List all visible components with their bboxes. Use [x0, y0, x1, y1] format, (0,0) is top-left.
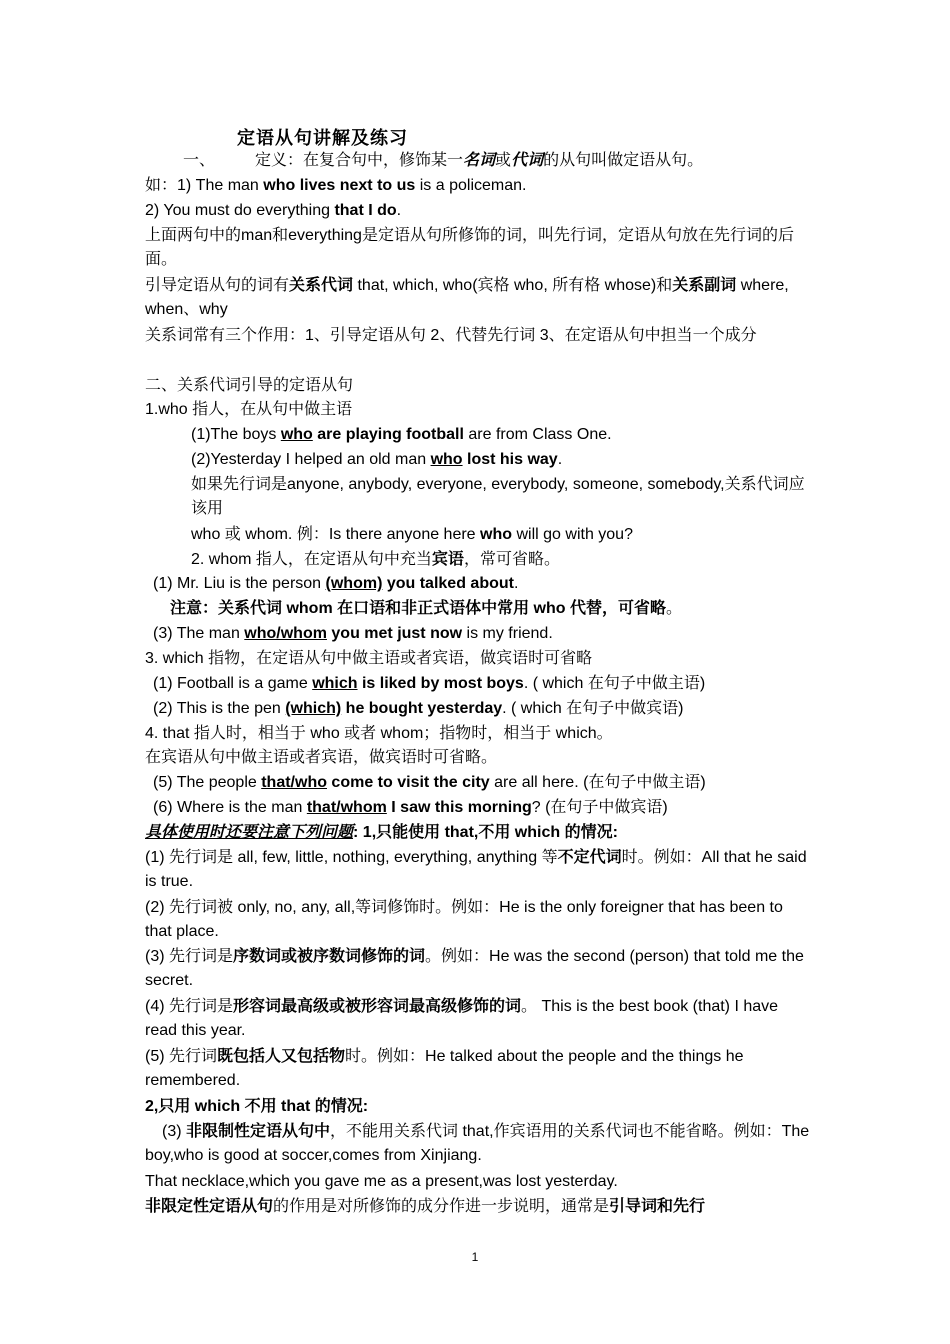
- that-note: 在宾语从句中做主语或者宾语，做宾语时可省略。: [145, 749, 498, 766]
- necklace-example: That necklace,which you gave me as a present,was lost yesterday.: [145, 1173, 618, 1190]
- who-example-1: (1)The boys who are playing football are from Class One.: [191, 426, 612, 443]
- section-2-heading: 二、关系代词引导的定语从句: [145, 377, 354, 394]
- example-2: 2) You must do everything that I do.: [145, 202, 402, 219]
- which-example-2: (2) This is the pen (which) he bought yesterday. ( which 在句子中做宾语): [153, 700, 684, 717]
- which-only-heading: 2,只用 which 不用 that 的情况:: [145, 1098, 369, 1115]
- antecedent-explanation: 上面两句中的man和everything是定语从句所修饰的词，叫先行词，定语从句放在先行词的后面。: [145, 227, 794, 268]
- whom-example-3: (3) The man who/whom you met just now is my friend.: [153, 625, 553, 642]
- who-heading: 1.who 指人，在从句中做主语: [145, 401, 353, 418]
- page-number: 1: [471, 1250, 479, 1264]
- relative-words-line: 引导定语从句的词有关系代词 that, which, who(宾格 who, 所有格 whose)和关系副词 where, when、why: [145, 277, 789, 318]
- whom-note: 注意：关系代词 whom 在口语和非正式语体中常用 who 代替，可省略。: [170, 600, 683, 617]
- three-functions-line: 关系词常有三个作用：1、引导定语从句 2、代替先行词 3、在定语从句中担当一个成分: [145, 327, 757, 344]
- which-heading: 3. which 指物，在定语从句中做主语或者宾语，做宾语时可省略: [145, 650, 593, 667]
- definition-line: 一、 定义：在复合句中，修饰某一名词或代词的从句叫做定语从句。: [183, 152, 704, 169]
- which-example-1: (1) Football is a game which is liked by most boys. ( which 在句子中做主语): [153, 675, 706, 692]
- who-whom-example: who 或 whom. 例：Is there anyone here who will go with you?: [191, 526, 633, 543]
- usage-notes-heading: 具体使用时还要注意下列问题: 1,只能使用 that,不用 which 的情况:: [145, 824, 618, 841]
- indefinite-antecedent-note: 如果先行词是anyone, anybody, everyone, everybody, someone, somebody,关系代词应该用: [191, 476, 805, 517]
- rule-1: (1) 先行词是 all, few, little, nothing, everything, anything 等不定代词时。例如：All that he said is true.: [145, 849, 807, 890]
- non-restrictive-rule: (3) 非限制性定语从句中，不能用关系代词 that,作宾语用的关系代词也不能省略。例如：The boy,who is good at soccer,comes from Xinjiang.: [145, 1123, 810, 1164]
- document-title: 定语从句讲解及练习: [237, 128, 408, 148]
- who-example-2: (2)Yesterday I helped an old man who lost his way.: [191, 451, 563, 468]
- rule-4: (4) 先行词是形容词最高级或被形容词最高级修饰的词。 This is the best book (that) I have read this year.: [145, 998, 779, 1039]
- whom-example-1: (1) Mr. Liu is the person (whom) you talked about.: [153, 575, 519, 592]
- rule-3: (3) 先行词是序数词或被序数词修饰的词。例如：He was the second (person) that told me the secret.: [145, 948, 804, 989]
- whom-heading: 2. whom 指人，在定语从句中充当宾语，常可省略。: [191, 551, 560, 568]
- rule-2: (2) 先行词被 only, no, any, all,等词修饰时。例如：He is the only foreigner that has been to that place.: [145, 899, 783, 940]
- that-heading: 4. that 指人时，相当于 who 或者 whom；指物时，相当于 which。: [145, 725, 613, 742]
- rule-5: (5) 先行词既包括人又包括物时。例如：He talked about the people and the things he remembered.: [145, 1048, 744, 1089]
- that-example-6: (6) Where is the man that/whom I saw this morning? (在句子中做宾语): [153, 799, 668, 816]
- non-restrictive-note: 非限定性定语从句的作用是对所修饰的成分作进一步说明，通常是引导词和先行: [145, 1198, 706, 1215]
- that-example-5: (5) The people that/who come to visit the city are all here. (在句子中做主语): [153, 774, 706, 791]
- example-1: 如：1) The man who lives next to us is a policeman.: [145, 177, 527, 194]
